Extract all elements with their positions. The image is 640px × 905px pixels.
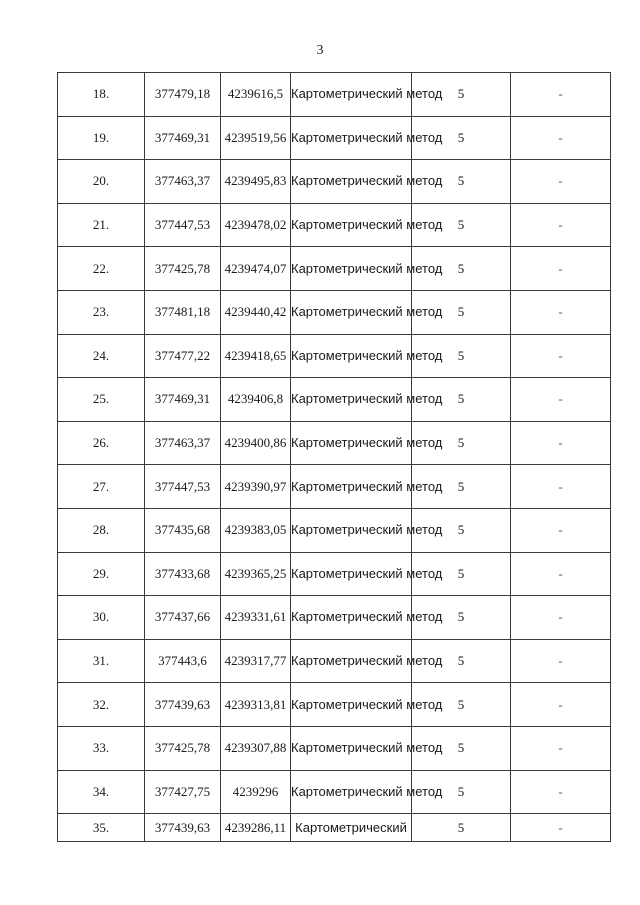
cell-coordinate-y: 4239440,42 <box>221 290 291 334</box>
cell-coordinate-y: 4239383,05 <box>221 508 291 552</box>
cell-accuracy: 5 <box>412 683 511 727</box>
table-row <box>58 683 611 727</box>
table-row <box>58 465 611 509</box>
cell-note: - <box>511 116 611 160</box>
cell-note: - <box>511 378 611 422</box>
cell-point-number: 29. <box>58 552 145 596</box>
table-row <box>58 508 611 552</box>
cell-method: Картометрический метод <box>291 73 412 117</box>
table-row <box>58 73 611 117</box>
cell-point-number: 22. <box>58 247 145 291</box>
cell-method: Картометрический метод <box>291 683 412 727</box>
cell-point-number: 24. <box>58 334 145 378</box>
cell-note: - <box>511 552 611 596</box>
cell-note: - <box>511 73 611 117</box>
cell-method: Картометрический метод <box>291 726 412 770</box>
cell-point-number: 21. <box>58 203 145 247</box>
cell-point-number: 25. <box>58 378 145 422</box>
cell-accuracy: 5 <box>412 247 511 291</box>
cell-coordinate-y: 4239296 <box>221 770 291 814</box>
cell-method: Картометрический метод <box>291 596 412 640</box>
cell-accuracy: 5 <box>412 596 511 640</box>
cell-point-number: 20. <box>58 160 145 204</box>
cell-note: - <box>511 683 611 727</box>
cell-coordinate-x: 377439,63 <box>145 683 221 727</box>
cell-coordinate-x: 377481,18 <box>145 290 221 334</box>
cell-point-number: 19. <box>58 116 145 160</box>
cell-note: - <box>511 508 611 552</box>
cell-note: - <box>511 770 611 814</box>
table-row <box>58 770 611 814</box>
cell-point-number: 28. <box>58 508 145 552</box>
cell-method: Картометрический метод <box>291 508 412 552</box>
cell-coordinate-x: 377477,22 <box>145 334 221 378</box>
cell-note: - <box>511 814 611 842</box>
cell-coordinate-y: 4239365,25 <box>221 552 291 596</box>
cell-coordinate-x: 377443,6 <box>145 639 221 683</box>
table-row <box>58 552 611 596</box>
cell-note: - <box>511 421 611 465</box>
cell-coordinate-y: 4239519,56 <box>221 116 291 160</box>
cell-coordinate-y: 4239313,81 <box>221 683 291 727</box>
cell-coordinate-x: 377469,31 <box>145 378 221 422</box>
cell-note: - <box>511 247 611 291</box>
cell-point-number: 35. <box>58 814 145 842</box>
cell-coordinate-y: 4239317,77 <box>221 639 291 683</box>
cell-accuracy: 5 <box>412 73 511 117</box>
cell-method: Картометрический метод <box>291 770 412 814</box>
cell-point-number: 32. <box>58 683 145 727</box>
cell-coordinate-x: 377469,31 <box>145 116 221 160</box>
cell-coordinate-y: 4239331,61 <box>221 596 291 640</box>
cell-method: Картометрический <box>291 814 412 842</box>
cell-method: Картометрический метод <box>291 334 412 378</box>
cell-accuracy: 5 <box>412 421 511 465</box>
cell-coordinate-y: 4239495,83 <box>221 160 291 204</box>
cell-method: Картометрический метод <box>291 160 412 204</box>
cell-note: - <box>511 596 611 640</box>
cell-note: - <box>511 203 611 247</box>
table-row <box>58 203 611 247</box>
cell-accuracy: 5 <box>412 814 511 842</box>
table-row <box>58 160 611 204</box>
cell-method: Картометрический метод <box>291 116 412 160</box>
table-row <box>58 726 611 770</box>
cell-accuracy: 5 <box>412 290 511 334</box>
cell-coordinate-y: 4239418,65 <box>221 334 291 378</box>
cell-accuracy: 5 <box>412 203 511 247</box>
cell-coordinate-x: 377435,68 <box>145 508 221 552</box>
cell-coordinate-x: 377437,66 <box>145 596 221 640</box>
cell-point-number: 27. <box>58 465 145 509</box>
cell-coordinate-y: 4239478,02 <box>221 203 291 247</box>
table-row <box>58 421 611 465</box>
cell-point-number: 18. <box>58 73 145 117</box>
cell-coordinate-y: 4239474,07 <box>221 247 291 291</box>
page-number: 3 <box>316 43 324 58</box>
cell-method: Картометрический метод <box>291 552 412 596</box>
cell-point-number: 30. <box>58 596 145 640</box>
cell-coordinate-y: 4239616,5 <box>221 73 291 117</box>
cell-method: Картометрический метод <box>291 639 412 683</box>
cell-coordinate-y: 4239406,8 <box>221 378 291 422</box>
cell-accuracy: 5 <box>412 378 511 422</box>
cell-point-number: 26. <box>58 421 145 465</box>
cell-method: Картометрический метод <box>291 421 412 465</box>
cell-coordinate-y: 4239400,86 <box>221 421 291 465</box>
cell-note: - <box>511 290 611 334</box>
table-row <box>58 639 611 683</box>
cell-coordinate-x: 377425,78 <box>145 726 221 770</box>
cell-accuracy: 5 <box>412 116 511 160</box>
cell-accuracy: 5 <box>412 334 511 378</box>
table-row <box>58 596 611 640</box>
cell-coordinate-x: 377427,75 <box>145 770 221 814</box>
cell-method: Картометрический метод <box>291 290 412 334</box>
cell-coordinate-y: 4239390,97 <box>221 465 291 509</box>
cell-accuracy: 5 <box>412 160 511 204</box>
coordinates-table <box>57 72 611 842</box>
cell-method: Картометрический метод <box>291 203 412 247</box>
cell-coordinate-x: 377447,53 <box>145 465 221 509</box>
cell-accuracy: 5 <box>412 639 511 683</box>
cell-coordinate-x: 377479,18 <box>145 73 221 117</box>
table-body <box>58 73 611 842</box>
cell-method: Картометрический метод <box>291 247 412 291</box>
cell-method: Картометрический метод <box>291 465 412 509</box>
cell-note: - <box>511 639 611 683</box>
cell-coordinate-x: 377463,37 <box>145 160 221 204</box>
cell-accuracy: 5 <box>412 465 511 509</box>
cell-coordinate-x: 377463,37 <box>145 421 221 465</box>
cell-coordinate-x: 377433,68 <box>145 552 221 596</box>
table-row <box>58 290 611 334</box>
table-row <box>58 334 611 378</box>
cell-accuracy: 5 <box>412 552 511 596</box>
cell-accuracy: 5 <box>412 508 511 552</box>
cell-note: - <box>511 334 611 378</box>
cell-note: - <box>511 160 611 204</box>
cell-coordinate-x: 377447,53 <box>145 203 221 247</box>
cell-method: Картометрический метод <box>291 378 412 422</box>
table-row <box>58 378 611 422</box>
cell-note: - <box>511 726 611 770</box>
table-row <box>58 814 611 842</box>
table-row <box>58 247 611 291</box>
cell-coordinate-x: 377439,63 <box>145 814 221 842</box>
cell-coordinate-y: 4239307,88 <box>221 726 291 770</box>
cell-point-number: 23. <box>58 290 145 334</box>
cell-accuracy: 5 <box>412 726 511 770</box>
cell-coordinate-x: 377425,78 <box>145 247 221 291</box>
cell-accuracy: 5 <box>412 770 511 814</box>
table-row <box>58 116 611 160</box>
cell-point-number: 31. <box>58 639 145 683</box>
cell-note: - <box>511 465 611 509</box>
cell-point-number: 34. <box>58 770 145 814</box>
cell-coordinate-y: 4239286,11 <box>221 814 291 842</box>
cell-point-number: 33. <box>58 726 145 770</box>
